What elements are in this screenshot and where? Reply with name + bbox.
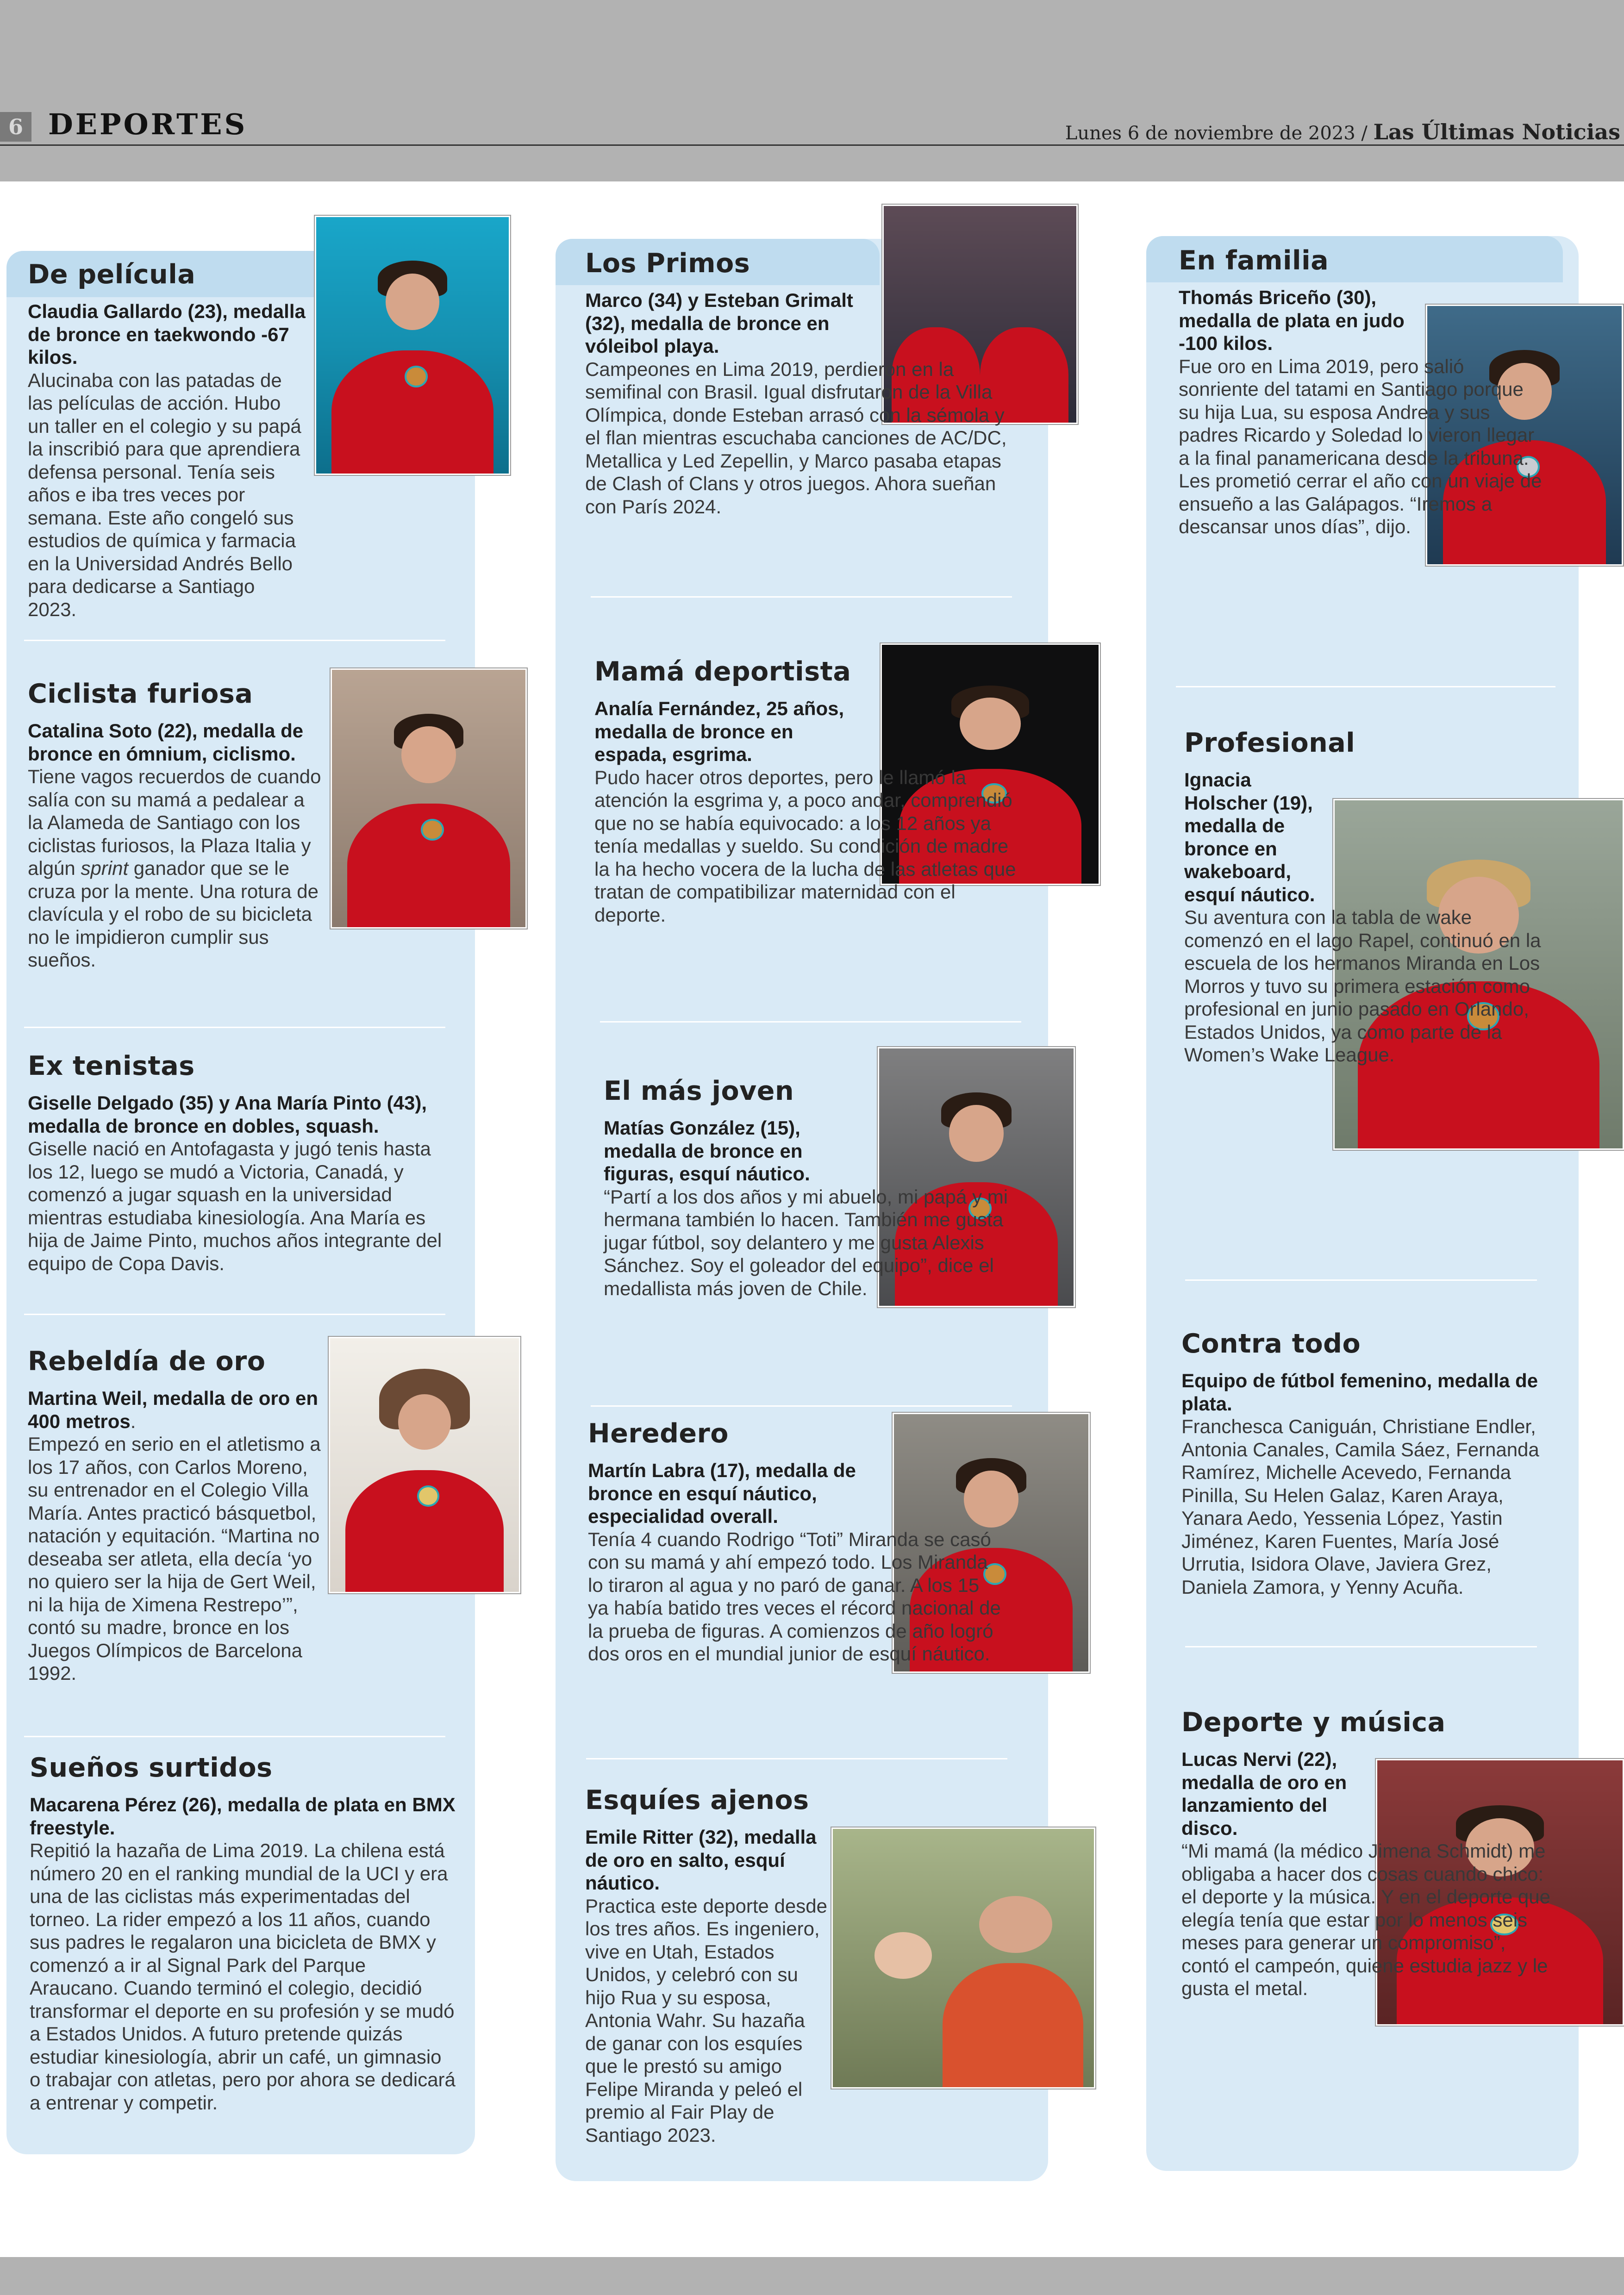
story-de-pelicula — [28, 259, 426, 621]
story-title: Profesional — [1184, 728, 1355, 758]
story-lead: Equipo de fútbol femenino, medalla de plata. — [1181, 1370, 1538, 1415]
story-title: Mamá deportista — [594, 656, 851, 687]
header-rule — [0, 144, 1624, 146]
story-esquies-ajenos — [585, 1785, 965, 2146]
story-lead: Ignacia Holscher (19), medalla de bronce en wakeboard, esquí náutico. — [1184, 769, 1315, 905]
story-en-familia — [1179, 245, 1549, 538]
divider — [1185, 1646, 1537, 1647]
story-body-italic: sprint — [81, 857, 129, 879]
story-title: De película — [28, 259, 196, 290]
story-title: Deporte y música — [1181, 1707, 1446, 1738]
story-title: Ex tenistas — [28, 1051, 195, 1081]
story-body: Tenía 4 cuando Rodrigo “Toti” Miranda se casó con su mamá y ahí empezó todo. Los Miranda lo tiraron al agua y no paró de ganar. A los 15 ya había batido tres veces el récord nacional de la prueba de figuras. A comienzos de año logró dos oros en el mundial junior de esquí náutico. — [588, 1528, 1001, 1665]
story-body: Su aventura con la tabla de wake comenzó en el lago Rapel, continuó en la escuela de los hermanos Miranda en Los Morros y tuvo su primera estación como profesional en junio pasado en Orlando, Estados Unidos, ya como parte de la Women’s Wake League. — [1184, 906, 1541, 1066]
story-lead: Thomás Briceño (30), medalla de plata en judo -100 kilos. — [1179, 287, 1405, 354]
section-title: DEPORTES — [48, 107, 248, 141]
top-band — [0, 0, 1624, 181]
story-lead: Claudia Gallardo (23), medalla de bronce en taekwondo -67 kilos. — [28, 300, 306, 368]
story-lead: Giselle Delgado (35) y Ana María Pinto (43), medalla de bronce en dobles, squash. — [28, 1092, 427, 1137]
divider — [24, 1027, 445, 1028]
story-title: Ciclista furiosa — [28, 679, 253, 709]
divider — [591, 596, 1012, 598]
story-body: Campeones en Lima 2019, perdieron en la semifinal con Brasil. Igual disfrutaron de la Villa Olímpica, donde Esteban arrasó con la sémola y el flan mientras escuchaba canciones de AC/DC, Metallica y Led Zepellin, y Marco pasaba etapas de Clash of Clans y otros juegos. Ahora sueñan con París 2024. — [585, 358, 1007, 518]
divider — [1176, 686, 1555, 687]
story-body: “Partí a los dos años y mi abuelo, mi papá y mi hermana también lo hacen. También me gusta jugar fútbol, soy delantero y me gusta Alexis Sánchez. Soy el goleador del equipo”, dice el medallista más joven de Chile. — [604, 1185, 1008, 1299]
page-number: 6 — [0, 112, 31, 142]
story-contra-todo — [1181, 1328, 1552, 1598]
story-body: “Mi mamá (la médico Jimena Schmidt) me obligaba a hacer dos cosas cuando chico: el deporte y la música. Y en el deporte que elegía tenía que estar por lo menos seis meses para generar un compromiso”, contó el campeón, quiene estudia jazz y le gusta el metal. — [1181, 1840, 1550, 1999]
story-el-mas-joven — [604, 1076, 1011, 1300]
story-deporte-y-musica — [1181, 1707, 1552, 2000]
story-body: Fue oro en Lima 2019, pero salió sonriente del tatami en Santiago porque su hija Lua, su esposa Andrea y sus padres Ricardo y Soledad lo vieron llegar a la final panamericana desde la tribuna. Les prometió cerrar el año con un viaje de ensueño a las Galápagos. “Iremos a descansar unos días”, dijo. — [1179, 355, 1542, 537]
story-heredero — [588, 1418, 1005, 1665]
story-body: Repitió la hazaña de Lima 2019. La chilena está número 20 en el ranking mundial de la UCI y era una de las ciclistas más experimentadas del torneo. La rider empezó a los 11 años, cuando sus padres le regalaron una bicicleta de BMX y comenzó a ir al Signal Park del Parque Araucano. Cuando terminó el colegio, decidió transformar el deporte en su profesión y se mudó a Estados Unidos. A futuro pretende quizás estudiar kinesiología, abrir un café, un gimnasio o trabajar con atletas, pero por ahora se dedicará a entrenar y competir. — [30, 1840, 456, 2114]
story-lead-tail: . — [130, 1410, 136, 1432]
story-ex-tenistas — [28, 1051, 454, 1275]
divider — [591, 1405, 1012, 1407]
story-lead: Marco (34) y Esteban Grimalt (32), medalla de bronce en vóleibol playa. — [585, 289, 853, 357]
divider — [24, 640, 445, 641]
story-title: En familia — [1179, 245, 1329, 276]
story-suenos-surtidos — [30, 1752, 456, 2114]
story-lead: Catalina Soto (22), medalla de bronce en ómnium, ciclismo. — [28, 720, 304, 765]
story-body: Franchesca Caniguán, Christiane Endler, Antonia Canales, Camila Sáez, Fernanda Ramírez, Michelle Acevedo, Fernanda Pinilla, Su Helen Galaz, Karen Araya, Yanara Aedo, Yessenia López, Yastin Jiménez, Karen Fuentes, María José Urrutia, Isidora Olave, Javiera Grez, Daniela Zamora, y Yenny Acuña. — [1181, 1416, 1539, 1598]
story-mama-deportista — [594, 656, 1020, 926]
story-lead: Emile Ritter (32), medalla de oro en salto, esquí náutico. — [585, 1826, 817, 1894]
date-text: Lunes 6 de noviembre de 2023 / — [1065, 123, 1374, 144]
story-title: Sueños surtidos — [30, 1752, 273, 1783]
story-lead: Martín Labra (17), medalla de bronce en esquí náutico, especialidad overall. — [588, 1459, 856, 1527]
story-body: ganador que se le cruza por la mente. Una rotura de clavícula y el robo de su bicicleta no le impidieron cumplir sus sueños. — [28, 857, 319, 971]
dateline — [1065, 119, 1620, 144]
story-lead: Martina Weil, medalla de oro en 400 metros — [28, 1387, 319, 1432]
story-title: Contra todo — [1181, 1328, 1361, 1359]
story-title: El más joven — [604, 1076, 794, 1106]
story-body: Pudo hacer otros deportes, pero le llamó la atención la esgrima y, a poco andar, comprendió que no se había equivocado: a los 12 años ya tenía medallas y sueldo. Su condición de madre la ha hecho vocera de la lucha de las atletas que tratan de compatibilizar maternidad con el deporte. — [594, 766, 1016, 926]
story-body: Empezó en serio en el atletismo a los 17 años, con Carlos Moreno, su entrenador en el Colegio Villa María. Antes practicó básquetbol, natación y equitación. “Martina no deseaba ser atleta, ella decía ‘yo no quiero ser la hija de Gert Weil, ni la hija de Ximena Restrepo’”, contó su madre, bronce en los Juegos Olímpicos de Barcelona 1992. — [28, 1433, 321, 1684]
divider — [1185, 1279, 1537, 1281]
story-title: Heredero — [588, 1418, 729, 1449]
story-ciclista-furiosa — [28, 679, 426, 972]
divider — [600, 1021, 1021, 1023]
story-los-primos — [585, 248, 1020, 518]
story-title: Los Primos — [585, 248, 750, 279]
story-body: Practica este deporte desde los tres años. Es ingeniero, vive en Utah, Estados Unidos, y celebró con su hijo Rua y su esposa, Antonia Wahr. Su hazaña de ganar con los esquíes que le prestó su amigo Felipe Miranda y peleó el premio al Fair Play de Santiago 2023. — [585, 1895, 827, 2146]
divider — [24, 1314, 445, 1315]
divider — [586, 1758, 1007, 1759]
story-rebeldia-de-oro — [28, 1346, 417, 1685]
story-body: Alucinaba con las patadas de las películas de acción. Hubo un taller en el colegio y su papá la inscribió para que aprendiera defensa personal. Tenía seis años e iba tres veces por semana. Este año congeló sus estudios de química y farmacia en la Universidad Andrés Bello para dedicarse a Santiago 2023. — [28, 369, 301, 620]
bottom-band — [0, 2257, 1624, 2295]
story-body: Giselle nació en Antofagasta y jugó tenis hasta los 12, luego se mudó a Victoria, Canadá, y comenzó a jugar squash en la universidad mientras estudiaba kinesiología. Ana María es hija de Jaime Pinto, muchos años integrante del equipo de Copa Davis. — [28, 1138, 442, 1274]
story-body: Tiene vagos recuerdos de cuando salía con su mamá a pedalear a la Alameda de Santiago con los ciclistas furiosos, la Plaza Italia y algún — [28, 766, 321, 879]
story-lead: Analía Fernández, 25 años, medalla de bronce en espada, esgrima. — [594, 698, 844, 765]
divider — [24, 1736, 445, 1737]
story-title: Esquíes ajenos — [585, 1785, 809, 1815]
story-lead: Matías González (15), medalla de bronce en figuras, esquí náutico. — [604, 1117, 810, 1185]
story-profesional — [1184, 728, 1555, 1066]
story-title: Rebeldía de oro — [28, 1346, 266, 1377]
story-lead: Lucas Nervi (22), medalla de oro en lanzamiento del disco. — [1181, 1748, 1347, 1839]
paper-name: Las Últimas Noticias — [1373, 119, 1620, 144]
story-lead: Macarena Pérez (26), medalla de plata en BMX freestyle. — [30, 1794, 456, 1839]
